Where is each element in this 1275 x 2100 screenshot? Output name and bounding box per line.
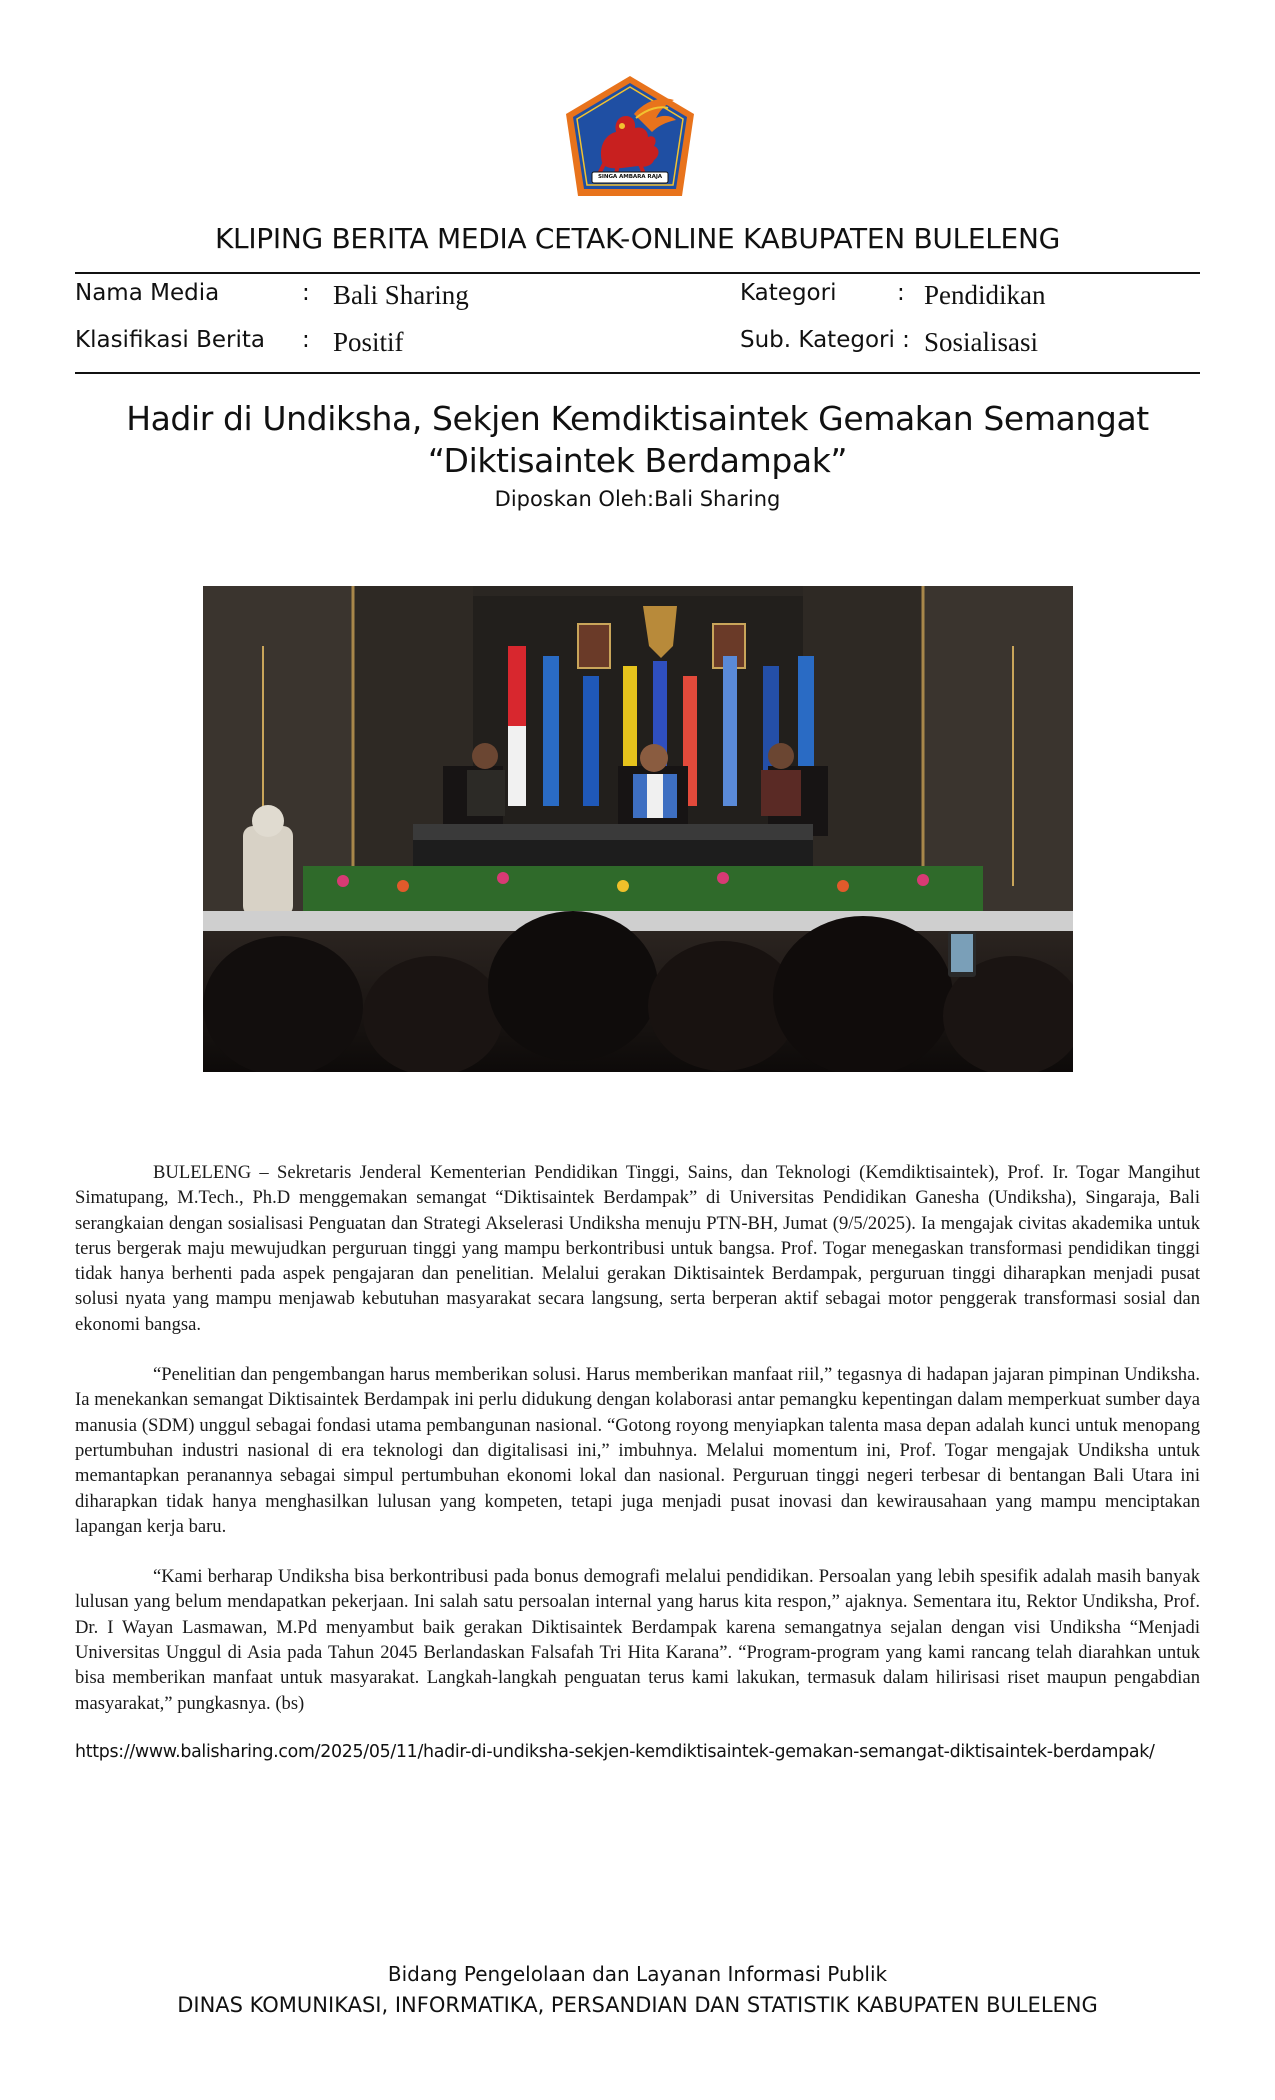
article-paragraph: BULELENG – Sekretaris Jenderal Kementerian Pendidikan Tinggi, Sains, dan Teknologi (Kemdiktisaintek), Prof. Ir. Togar Mangihut Simatupang, M.Tech., Ph.D menggemakan semangat “Diktisaintek Berdampak” di Universitas Pendidikan Ganesha (Undiksha), Singaraja, Bali serangkaian dengan sosialisasi Penguatan dan Strategi Akselerasi Undiksha menuju PTN-BH, Jumat (9/5/2025). Ia mengajak civitas akademika untuk terus bergerak maju mewujudkan perguruan tinggi yang mampu berkontribusi untuk bangsa. Prof. Togar menegaskan transformasi pendidikan tinggi tidak hanya berhenti pada aspek pengajaran dan penelitian. Melalui gerakan Diktisaintek Berdampak, perguruan tinggi diharapkan menjadi pusat solusi nyata yang mampu menjawab kebutuhan masyarakat secara langsung, serta berperan aktif sebagai motor penggerak transformasi sosial dan ekonomi bangsa.	[75, 1162, 1200, 1335]
page-header-title: KLIPING BERITA MEDIA CETAK-ONLINE KABUPATEN BULELENG	[214, 222, 1060, 255]
meta-bottom-divider	[75, 372, 1200, 374]
article-paragraph: “Penelitian dan pengembangan harus memberikan solusi. Harus memberikan manfaat riil,” tegasnya di hadapan jajaran pimpinan Undiksha. Ia menekankan semangat Diktisaintek Berdampak ini perlu didukung dengan kolaborasi antar pemangku kepentingan dalam memperkuat sumber daya manusia (SDM) unggul sebagai fondasi utama pembangunan nasional. “Gotong royong menyiapkan talenta masa depan adalah kunci untuk menopang pertumbuhan industri nasional di era teknologi dan digitalisasi ini,” imbuhnya. Melalui momentum ini, Prof. Togar mengajak Undiksha untuk memantapkan peranannya sebagai simpul pertumbuhan ekonomi lokal dan nasional. Perguruan tinggi negeri terbesar di bentangan Bali Utara ini diharapkan tidak hanya menghasilkan lulusan yang kompeten, tetapi juga menjadi pusat inovasi dan kewirausahaan yang mampu menciptakan lapangan kerja baru.	[75, 1364, 1200, 1537]
article-photo	[203, 586, 1073, 1072]
headline-line-1: Hadir di Undiksha, Sekjen Kemdiktisaintek Gemakan Semangat	[126, 399, 1149, 438]
header-top-divider	[75, 272, 1200, 274]
media-name-value: Bali Sharing	[333, 280, 469, 310]
source-url-link[interactable]: https://www.balisharing.com/2025/05/11/hadir-di-undiksha-sekjen-kemdiktisaintek-gemakan-semangat-diktisaintek-berdampak/	[75, 1742, 1155, 1762]
news-classification-value: Positif	[333, 327, 404, 357]
category-colon: :	[897, 280, 905, 306]
footer-office: DINAS KOMUNIKASI, INFORMATIKA, PERSANDIAN DAN STATISTIK KABUPATEN BULELENG	[177, 1993, 1098, 2017]
category-value: Pendidikan	[924, 280, 1046, 310]
article-headline	[75, 398, 1200, 482]
news-classification-label: Klasifikasi Berita	[75, 327, 266, 353]
buleleng-emblem-logo	[562, 74, 698, 200]
subcategory-label: Sub. Kategori :	[740, 327, 910, 353]
media-name-colon: :	[302, 280, 310, 306]
news-classification-colon: :	[302, 327, 310, 353]
article-body	[75, 1160, 1200, 1741]
article-paragraph: “Kami berharap Undiksha bisa berkontribusi pada bonus demografi melalui pendidikan. Persoalan yang lebih spesifik adalah masih banyak lulusan yang belum mendapatkan pekerjaan. Ini salah satu persoalan internal yang harus kita respon,” ajaknya. Sementara itu, Rektor Undiksha, Prof. Dr. I Wayan Lasmawan, M.Pd menyambut baik gerakan Diktisaintek Berdampak karena semangatnya sejalan dengan visi Undiksha “Menjadi Universitas Unggul di Asia pada Tahun 2045 Berlandaskan Falsafah Tri Hita Karana”. “Program-program yang kami rancang telah diarahkan untuk bisa memberikan manfaat untuk masyarakat. Langkah-langkah penguatan terus kami lakukan, termasuk dalam hilirisasi riset maupun pengabdian masyarakat,” pungkasnya. (bs)	[75, 1566, 1200, 1714]
subcategory-value: Sosialisasi	[924, 327, 1039, 357]
headline-line-2: “Diktisaintek Berdampak”	[427, 441, 848, 480]
footer-department: Bidang Pengelolaan dan Layanan Informasi Publik	[387, 1962, 888, 1986]
emblem-motto-text: SINGA AMBARA RAJA	[597, 174, 663, 180]
category-label: Kategori	[740, 280, 837, 306]
media-name-label: Nama Media	[75, 280, 220, 306]
article-byline: Diposkan Oleh:Bali Sharing	[494, 487, 781, 511]
